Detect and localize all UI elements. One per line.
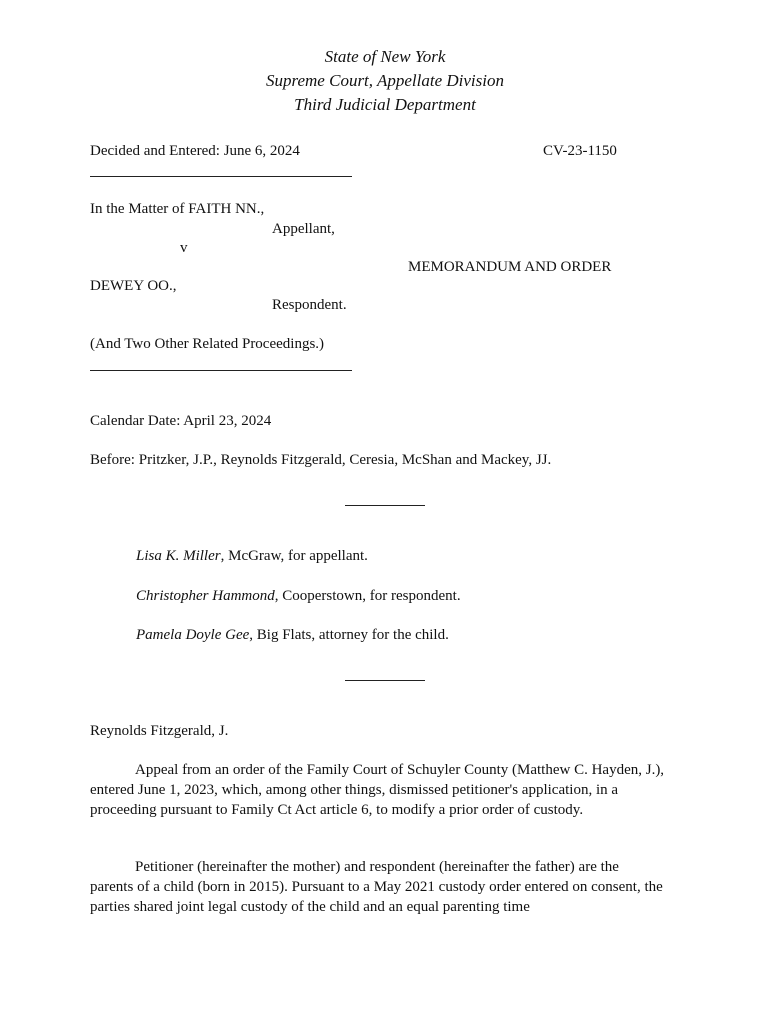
opinion-paragraph: Appeal from an order of the Family Court of Schuyler County (Matthew C. Hayden, J.), entered June 1, 2023, which, among other things, dismissed petitioner's application, in a proceeding pursuant to Family Ct Act article 6, to modify a prior order of custody. [90,762,665,818]
divider [345,505,425,506]
related-proceedings: (And Two Other Related Proceedings.) [90,336,325,352]
respondent-label: Respondent. [272,297,347,313]
counsel-child: Pamela Doyle Gee, Big Flats, attorney for the child. [136,627,449,643]
divider [90,176,352,177]
versus: v [180,240,188,256]
divider [90,370,352,371]
counsel-respondent: Christopher Hammond, Cooperstown, for respondent. [136,588,461,604]
opinion-paragraph: Petitioner (hereinafter the mother) and respondent (hereinafter the father) are the parents of a child (born in 2015). Pursuant to a May 2021 custody order entered on consent, the parties shared joint legal custody of the child and an equal parenting time [90,859,663,915]
panel-judges: Before: Pritzker, J.P., Reynolds Fitzgerald, Ceresia, McShan and Mackey, JJ. [90,452,552,468]
memorandum-title: MEMORANDUM AND ORDER [408,259,612,275]
counsel-appellant: Lisa K. Miller, McGraw, for appellant. [136,548,368,564]
appellant-label: Appellant, [272,221,335,237]
court-division: Supreme Court, Appellate Division [266,71,504,90]
calendar-date: Calendar Date: April 23, 2024 [90,413,272,429]
opinion-author: Reynolds Fitzgerald, J. [90,723,229,739]
matter-name: In the Matter of FAITH NN., [90,201,265,217]
decided-date: Decided and Entered: June 6, 2024 [90,143,300,159]
court-department: Third Judicial Department [294,95,476,114]
respondent-name: DEWEY OO., [90,278,177,294]
docket-number: CV-23-1150 [543,143,617,159]
court-state: State of New York [324,47,446,66]
divider [345,680,425,681]
